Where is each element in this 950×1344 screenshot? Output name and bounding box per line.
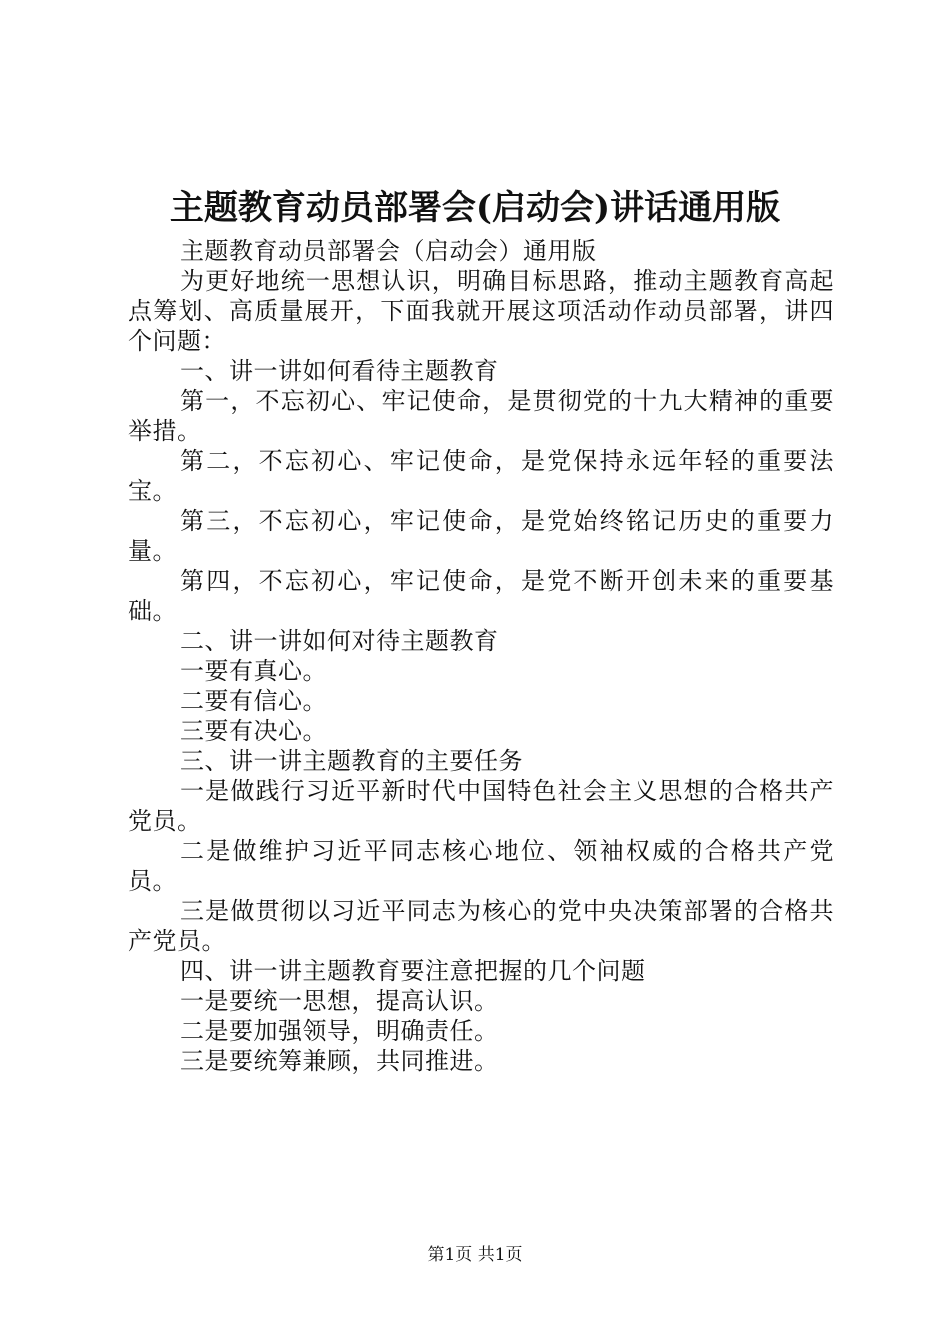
subtitle-paragraph: 主题教育动员部署会（启动会）通用版 [180, 237, 597, 265]
body-paragraph: 三要有决心。 [180, 717, 327, 745]
body-paragraph: 二要有信心。 [180, 687, 327, 715]
body-paragraph: 二是要加强领导，明确责任。 [180, 1017, 499, 1045]
body-paragraph: 三是要统筹兼顾，共同推进。 [180, 1047, 499, 1075]
body-paragraph: 二是做维护习近平同志核心地位、领袖权威的合格共产党员。 [128, 837, 834, 895]
intro-paragraph: 为更好地统一思想认识，明确目标思路，推动主题教育高起点筹划、高质量展开，下面我就开展这项活动作动员部署，讲四个问题： [128, 267, 834, 355]
section-heading-4: 四、讲一讲主题教育要注意把握的几个问题 [180, 957, 646, 985]
body-paragraph: 第三，不忘初心，牢记使命，是党始终铭记历史的重要力量。 [128, 507, 834, 565]
body-paragraph: 一是要统一思想，提高认识。 [180, 987, 499, 1015]
document-title: 主题教育动员部署会(启动会)讲话通用版 [169, 188, 781, 228]
body-paragraph: 三是做贯彻以习近平同志为核心的党中央决策部署的合格共产党员。 [128, 897, 834, 955]
body-paragraph: 第一，不忘初心、牢记使命，是贯彻党的十九大精神的重要举措。 [128, 387, 834, 445]
body-paragraph: 第四，不忘初心，牢记使命，是党不断开创未来的重要基础。 [128, 567, 834, 625]
section-heading-3: 三、讲一讲主题教育的主要任务 [180, 747, 523, 775]
document-body [128, 236, 834, 1076]
body-paragraph: 第二，不忘初心、牢记使命，是党保持永远年轻的重要法宝。 [128, 447, 834, 505]
section-heading-2: 二、讲一讲如何对待主题教育 [180, 627, 499, 655]
section-heading-1: 一、讲一讲如何看待主题教育 [180, 357, 499, 385]
body-paragraph: 一是做践行习近平新时代中国特色社会主义思想的合格共产党员。 [128, 777, 834, 835]
page-footer: 第1页 共1页 [427, 1245, 523, 1265]
body-paragraph: 一要有真心。 [180, 657, 327, 685]
